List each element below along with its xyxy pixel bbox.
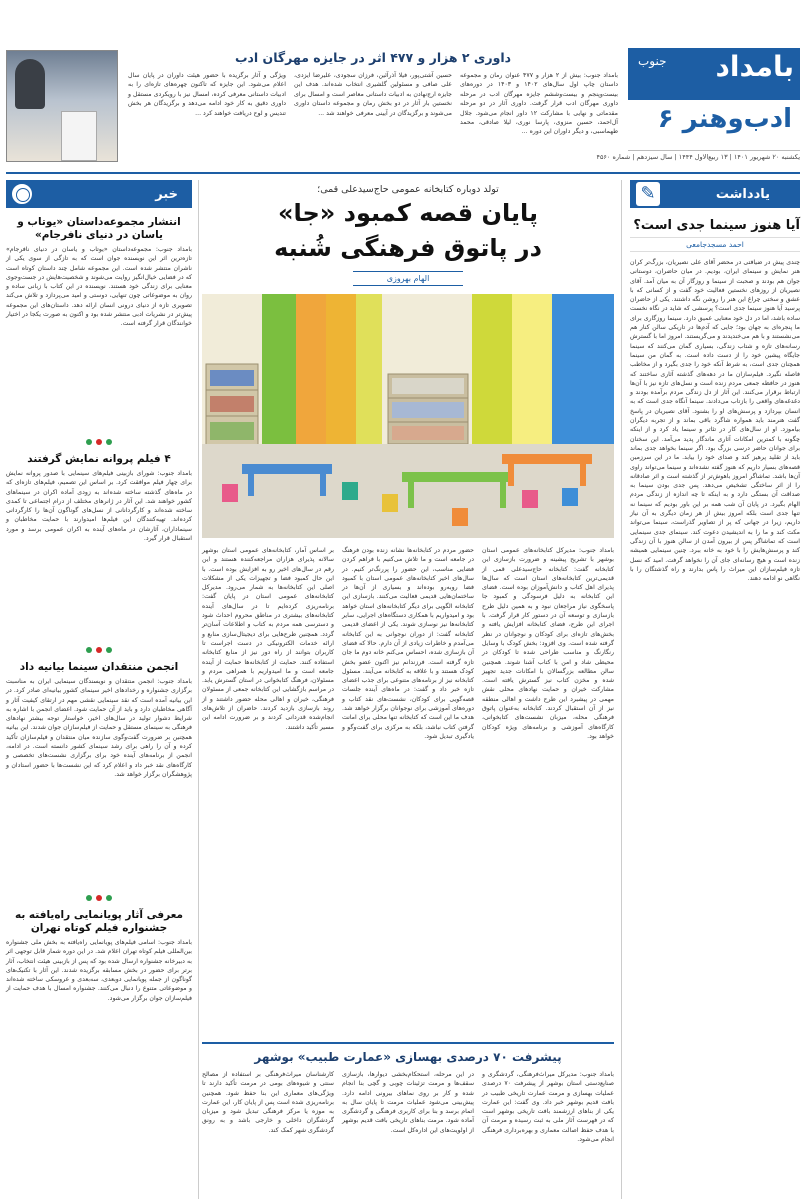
news-body: بامداد جنوب: مجموعه‌داستان «یوتاب و یاسان در دنیای نافرجام» تازه‌ترین اثر این نویسنده جوان است که به تازگی از سوی یکی از ناشران منتشر شده است. این مجموعه شامل چند داستان کوتاه است که در فضایی خیال‌انگیز روایت می‌شوند و شخصیت‌هایش در جست‌وجوی معنایی برای زندگی خود هستند. نویسنده در این کتاب با زبانی ساده و روان به موضوعاتی چون تنهایی، دوستی و امید می‌پردازد و تلاش می‌کند تصویری تازه از دنیای درونی انسان ارائه دهد. داستان‌های این مجموعه پیش‌تر در نشریات ادبی منتشر شده بود و اکنون به صورت یکجا در اختیار خوانندگان قرار گرفته است. (6, 246, 192, 328)
separator-dots (6, 647, 192, 653)
section-title: ادب‌وهنر ۶ (657, 104, 792, 134)
category-tag-label: یادداشت (715, 186, 770, 202)
category-tag-label: خبر (155, 186, 178, 202)
opinion-title: آیا هنوز سینما جدی است؟ (633, 218, 800, 233)
news-item (6, 661, 192, 889)
news-title: ۴ فیلم پروانه نمایش گرفتند (27, 453, 171, 465)
feature-columns (202, 546, 614, 946)
main-feature (202, 180, 614, 1196)
dot-green (86, 647, 92, 653)
bottom-story-col-1: بامداد جنوب: مدیرکل میراث‌فرهنگی، گردشگری و صنایع‌دستی استان بوشهر از پیشرفت ۷۰ درصدی عملیات بهسازی و مرمت عمارت تاریخی طبیب در بافت قدیم بوشهر خبر داد. وی گفت: این عمارت یکی از بناهای ارزشمند بافت تاریخی بوشهر است که در فهرست آثار ملی به ثبت رسیده و مرمت آن با هدف حفظ اصالت معماری و بهره‌برداری فرهنگی انجام می‌شود. (482, 1071, 614, 1144)
news-body: بامداد جنوب: انجمن منتقدان و نویسندگان سینمایی ایران به مناسبت برگزاری جشنواره و رخدادهای اخیر سینمای کشور بیانیه‌ای صادر کرد. در این بیانیه آمده است که نقد سینمایی نقشی مهم در ارتقای کیفیت آثار و آگاهی مخاطبان دارد و باید از آن حمایت شود. اعضای انجمن با اشاره به شرایط دشوار تولید در سال‌های اخیر، خواستار توجه بیشتر نهادهای فرهنگی به سینمای مستقل و حمایت از فیلم‌سازان جوان شدند. این بیانیه همچنین بر ضرورت گفت‌وگوی سازنده میان منتقدان و فیلم‌سازان تأکید کرده و آن را راهی برای رشد سینمای کشور دانسته است. در ادامه، انجمن از برنامه‌های آینده خود برای برگزاری نشست‌های تخصصی و کارگاه‌های نقد خبر داد و اعلام کرد که این نشست‌ها با حضور استادان و پژوهشگران برگزار خواهد شد. (6, 678, 192, 778)
bottom-story-title: پیشرفت ۷۰ درصدی بهسازی «عمارت طبیب» بوشهر (254, 1050, 562, 1064)
pen-icon: ✎ (636, 182, 660, 206)
opinion-body: چندی پیش در ضیافتی در محضر آقای علی نصیریان، بزرگ‌تر کران هنر نمایش و سینمای ایران، بودیم. در میان حاضران، دوستانی جوان هم بودند و صحبت از سینما و روزگار آن به میان آمد. آقای نصیریان از روزهای نخستین فعالیت خود گفت و از کسانی که با عشق و سختی چراغ این هنر را روشن نگه داشتند. یکی از حاضران پرسید آیا هنوز سینما جدی است؟ پرسشی که شاید در نگاه نخست ساده باشد، اما در دل خود معنایی عمیق دارد. سینما روزگاری برای ما پنجره‌ای به جهان بود؛ جایی که آدم‌ها در تاریکی سالن کنار هم می‌نشستند و با هم می‌خندیدند و می‌گریستند. امروز اما با گسترش رسانه‌های تازه و شتاب زندگی، بسیاری گمان می‌کنند که سینما جایگاه پیشین خود را از دست داده است. به گمان من سینما همچنان جدی است، به شرط آنکه خود را جدی بگیرد و از مخاطب فاصله نگیرد. فیلم‌سازان ما در دهه‌های گذشته آثاری ساختند که هنوز در حافظه جمعی مردم زنده است و نسل‌های تازه نیز با آن‌ها ارتباط برقرار می‌کنند. این آثار از دل زندگی مردم برآمده بودند و دغدغه‌های واقعی را بازتاب می‌دادند. سینما آنگاه جدی است که به انسان بپردازد و پرسش‌های او را بشنود. آقای نصیریان در پاسخ گفت هنرمند باید همواره شاگرد باقی بماند و از تجربه دیگران بیاموزد. او از سال‌های کار در تئاتر و سینما یاد کرد و از اینکه چگونه با کمترین امکانات آثاری ماندگار پدید می‌آمد. این سخنان برای جوانان حاضر درسی بزرگ بود. اگر سینما بخواهد جدی بماند باید از تقلید پرهیز کند و صدای خود را بیابد. ما در این سرزمین قصه‌های بسیار داریم که هنوز گفته نشده‌اند و سینما می‌تواند راوی آن‌ها باشد. تماشاگر امروز باهوش‌تر از گذشته است و اثر صادقانه را از اثر ساختگی تشخیص می‌دهد. پس جدی بودن سینما به صداقت آن بستگی دارد و به اینکه تا چه اندازه از زندگی مردم الهام بگیرد. در پایان آن شب همه بر این باور بودیم که سینما نه تنها جدی است بلکه امروز بیش از هر زمان دیگری به آن نیاز داریم، زیرا در جهانی که پر از تصاویر گذراست، سینما می‌تواند مکث کند و ما را به اندیشیدن دعوت کند. سینمای جدی سینمایی است که تماشاگر پس از بیرون آمدن از سالن هنوز با آن زندگی کند و پرسش‌هایش را با خود به خانه ببرد. چنین سینمایی همیشه زنده است و هیچ رسانه‌ای جای آن را نخواهد گرفت. امید که نسل تازه فیلم‌سازان این میراث را پاس بدارند و راه گذشتگان را با نگاهی نو ادامه دهند. (630, 259, 800, 583)
top-story-col-1: بامداد جنوب: بیش از ۲ هزار و ۴۷۷ عنوان رمان و مجموعه داستان چاپ اول سال‌های ۱۴۰۲ و ۱۴۰۳ در دوره‌های بیست‌وپنجم و بیست‌وششم جایزه مهرگان ادب در مرحله داوری مهرگان ادب قرار گرفت. داوری آثار در دو مرحله مقدماتی و نهایی با مشارکت ۱۲ داور انجام می‌شود. جلال آل‌احمد، حسین منزوی، پارسا نوری، لیلا صادقی، محمد طهماسبی، و دیگر داوران این دوره ... (460, 72, 618, 136)
newspaper-page (6, 0, 800, 1199)
news-item (6, 453, 192, 641)
top-story (128, 50, 618, 160)
dot-green (86, 895, 92, 901)
category-tag-yaddasht (630, 180, 800, 208)
feature-col-2: حضور مردم در کتابخانه‌ها نشانه زنده بودن فرهنگ در جامعه است و ما تلاش می‌کنیم با فراهم کردن فضایی مناسب، این حضور را پررنگ‌تر کنیم. در سال‌های اخیر کتابخانه‌های عمومی استان با کمبود فضا روبه‌رو بوده‌اند و بسیاری از آن‌ها در ساختمان‌هایی قدیمی فعالیت می‌کنند. بازسازی این کتابخانه الگویی برای دیگر کتابخانه‌های استان خواهد بود و امیدواریم با همکاری دستگاه‌های اجرایی، سایر کتابخانه‌ها نیز نوسازی شوند. یکی از اعضای قدیمی کتابخانه گفت: از دوران نوجوانی به این کتابخانه می‌آمدم و خاطرات زیادی از آن دارم. حالا که فضای آن بازسازی شده، احساس می‌کنم خانه دوم ما جان تازه گرفته است. فرزندانم نیز اکنون عضو بخش کودک هستند و با علاقه به کتابخانه می‌آیند. مسئول کتابخانه نیز از برنامه‌های متنوعی برای جذب اعضای تازه خبر داد و گفت: در ماه‌های آینده جلسات قصه‌گویی برای کودکان، نشست‌های نقد کتاب و دوره‌های آموزشی برای نوجوانان برگزار خواهد شد. هدف ما این است که کتابخانه تنها محلی برای امانت گرفتن کتاب نباشد، بلکه به مرکزی برای گفت‌وگو و یادگیری تبدیل شود. (342, 547, 474, 740)
news-column (6, 180, 192, 1196)
dot-red (96, 895, 102, 901)
column-divider (198, 180, 199, 1199)
person-figure (15, 59, 45, 109)
news-body: بامداد جنوب: شورای بازبینی فیلم‌های سینمایی با صدور پروانه نمایش برای چهار فیلم موافقت کرد. بر اساس این تصمیم، فیلم‌های تازه‌ای که در ماه‌های گذشته ساخته شده‌اند به زودی آماده اکران در سینماهای کشور خواهند شد. این آثار در ژانرهای مختلف از درام اجتماعی تا کمدی ساخته شده‌اند و کارگردانانی از نسل‌های گوناگون آن‌ها را کارگردانی کرده‌اند. تهیه‌کنندگان این فیلم‌ها امیدوارند با حمایت مخاطبان و سینماداران، آثارشان در ماه‌های آینده به اکران عمومی برسد و مورد استقبال قرار گیرد. (6, 470, 192, 543)
top-story-headline: داوری ۲ هزار و ۴۷۷ اثر در جایزه مهرگان ادب (234, 50, 512, 65)
news-title: انجمن منتقدان سینما بیانیه داد (19, 661, 179, 673)
feature-headline-line-1: پایان قصه کمبود «جا» (277, 199, 539, 227)
brand-bar (628, 48, 800, 100)
masthead (596, 48, 800, 164)
library-photo (202, 294, 614, 538)
issue-line: یکشنبه ۲۰ شهریور ۱۴۰۱ | ۱۳ ربیع‌الاول ۱۴۴۴ | سال سیزدهم | شماره ۴۵۶۰ (628, 150, 800, 161)
opinion-column (630, 180, 800, 1196)
brand-logo: بامداد (715, 50, 794, 83)
bottom-story-col-2: در این مرحله، استحکام‌بخشی دیوارها، بازسازی سقف‌ها و مرمت تزئینات چوبی و گچی بنا انجام شده و کار بر روی نماهای بیرونی ادامه دارد. پیش‌بینی می‌شود عملیات مرمت تا پایان سال به اتمام برسد و بنا برای کاربری فرهنگی و گردشگری آماده شود. مرمت بناهای تاریخی بافت قدیم بوشهر از اولویت‌های این اداره‌کل است. (342, 1071, 474, 1134)
bottom-story-col-3: کارشناسان میراث‌فرهنگی بر استفاده از مصالح سنتی و شیوه‌های بومی در مرمت تأکید دارند تا ویژگی‌های معماری این بنا حفظ شود. همچنین برنامه‌ریزی شده است پس از پایان کار، این عمارت به موزه یا مرکز فرهنگی تبدیل شود و میزبان گردشگران داخلی و خارجی باشد و به رونق گردشگری شهر کمک کند. (202, 1071, 334, 1134)
bottom-story-columns (202, 1070, 614, 1188)
feature-col-1: بامداد جنوب: مدیرکل کتابخانه‌های عمومی استان بوشهر با تشریح پیشینه و ضرورت بازسازی این کتابخانه گفت: کتابخانه حاج‌سیدعلی قمی از قدیمی‌ترین کتابخانه‌های استان است که سال‌ها پذیرای اهل کتاب و دانش‌آموزان بوده است. فضای این کتابخانه به دلیل فرسودگی و کمبود جا پاسخگوی نیاز مراجعان نبود و به همین دلیل طرح بازسازی و توسعه آن در دستور کار قرار گرفت. با اجرای این طرح، فضای کتابخانه افزایش یافته و بخش‌های تازه‌ای برای کودکان و نوجوانان در نظر گرفته شده است. وی افزود: بخش کودک با وسایل رنگارنگ و مناسب طراحی شده تا کودکان در محیطی شاد و امن با کتاب آشنا شوند. همچنین سالن مطالعه بزرگسالان با امکانات جدید تجهیز شده و مخزن کتاب نیز گسترش یافته است. مشارکت خیران و حمایت نهادهای محلی نقش مهمی در پیشبرد این طرح داشت و اهالی منطقه نیز از آن استقبال کردند. کتابخانه به‌عنوان پاتوق فرهنگی محله، میزبان نشست‌های کتابخوانی، کارگاه‌های آموزشی و برنامه‌های ویژه کودکان خواهد بود. (482, 547, 614, 740)
top-story-columns (128, 71, 618, 163)
header-rule (6, 172, 800, 174)
globe-icon (10, 182, 34, 206)
bottom-story (202, 1042, 614, 1196)
news-item (6, 216, 192, 433)
news-item (6, 909, 192, 1104)
library-children-room-illustration (202, 294, 614, 538)
top-story-photo (6, 50, 118, 162)
dot-green (106, 647, 112, 653)
dot-red (96, 647, 102, 653)
brand-subtitle: جنوب (638, 54, 667, 68)
feature-headline-line-2: در پاتوق فرهنگی شُنبه (274, 234, 542, 262)
top-story-col-3: ویژگی و آثار برگزیده با حضور هیئت داوران در پایان سال اعلام می‌شود. این جایزه که تاکنون چهره‌های تازه‌ای را به ادبیات داستانی معرفی کرده، امسال نیز با رویکردی مستقل و داوری دقیق به کار خود ادامه می‌دهد و برگزیدگان هر بخش تندیس و لوح دریافت خواهند کرد ... (128, 72, 286, 117)
dot-green (106, 439, 112, 445)
dot-green (106, 895, 112, 901)
news-title: انتشار مجموعه‌داستان «یوتاب و یاسان در دنیای نافرجام» (17, 216, 181, 241)
dot-green (86, 439, 92, 445)
award-stand (61, 111, 97, 161)
feature-col-3: بر اساس آمار، کتابخانه‌های عمومی استان بوشهر سالانه پذیرای هزاران مراجعه‌کننده هستند و این رقم در سال‌های اخیر رو به افزایش بوده است. با این حال کمبود فضا و تجهیزات یکی از مشکلات اصلی این کتابخانه‌ها به شمار می‌رود. مدیرکل کتابخانه‌های عمومی استان در پایان گفت: برنامه‌ریزی کرده‌ایم تا در سال‌های آینده کتابخانه‌های بیشتری در مناطق محروم احداث شود و دسترسی همه مردم به کتاب و اطلاعات آسان‌تر گردد. همچنین طرح‌هایی برای دیجیتال‌سازی منابع و ارائه خدمات الکترونیکی در دست اجراست تا کاربران بتوانند از راه دور نیز از منابع کتابخانه استفاده کنند. حمایت از کتابخانه‌ها حمایت از آینده جامعه است و ما امیدواریم با همراهی مردم و مسئولان، فرهنگ کتابخوانی در استان گسترش یابد. در مراسم بازگشایی این کتابخانه جمعی از مسئولان فرهنگی، خیران و اهالی محله حضور داشتند و از روند بازسازی بازدید کردند. حاضران از تلاش‌های انجام‌شده قدردانی کردند و بر ضرورت ادامه این مسیر تأکید داشتند. (202, 547, 334, 731)
opinion-byline: احمد مسجدجامعی (630, 237, 800, 252)
news-body: بامداد جنوب: اسامی فیلم‌های پویانمایی راه‌یافته به بخش ملی جشنواره بین‌المللی فیلم کوتاه تهران اعلام شد. در این دوره شمار قابل توجهی اثر به دبیرخانه جشنواره ارسال شده بود که پس از بازبینی هیئت انتخاب، آثار برتر برای حضور در بخش مسابقه برگزیده شدند. این آثار با تکنیک‌های گوناگون از جمله پویانمایی دوبعدی، سه‌بعدی و عروسکی ساخته شده‌اند و موضوعاتی متنوع را دنبال می‌کنند. جشنواره امسال با هدف حمایت از فیلم‌سازان جوان برگزار می‌شود. (6, 939, 192, 1002)
feature-supertitle: تولد دوباره کتابخانه عمومی حاج‌سیدعلی قمی؛ (317, 184, 499, 195)
dot-red (96, 439, 102, 445)
separator-dots (6, 895, 192, 901)
separator-dots (6, 439, 192, 445)
column-divider (621, 180, 622, 1199)
feature-author: الهام بهروزی (353, 271, 463, 286)
category-tag-khabar (6, 180, 192, 208)
top-story-col-2: حسین آشتی‌پور، فیلا آذرآئین، فرزان سجودی، علیرضا ایزدی، علی صافی و مسئولین گلشیری انتخاب شده‌اند. هدف این جایزه ارج‌نهادن به ادبیات داستانی معاصر است و امسال برای نخستین بار آثار در دو بخش رمان و مجموعه داستان داوری می‌شوند و برگزیدگان در آیینی معرفی خواهند شد ... (294, 72, 452, 117)
news-title: معرفی آثار پویانمایی راه‌یافته به جشنواره فیلم کوتاه تهران (14, 909, 184, 934)
